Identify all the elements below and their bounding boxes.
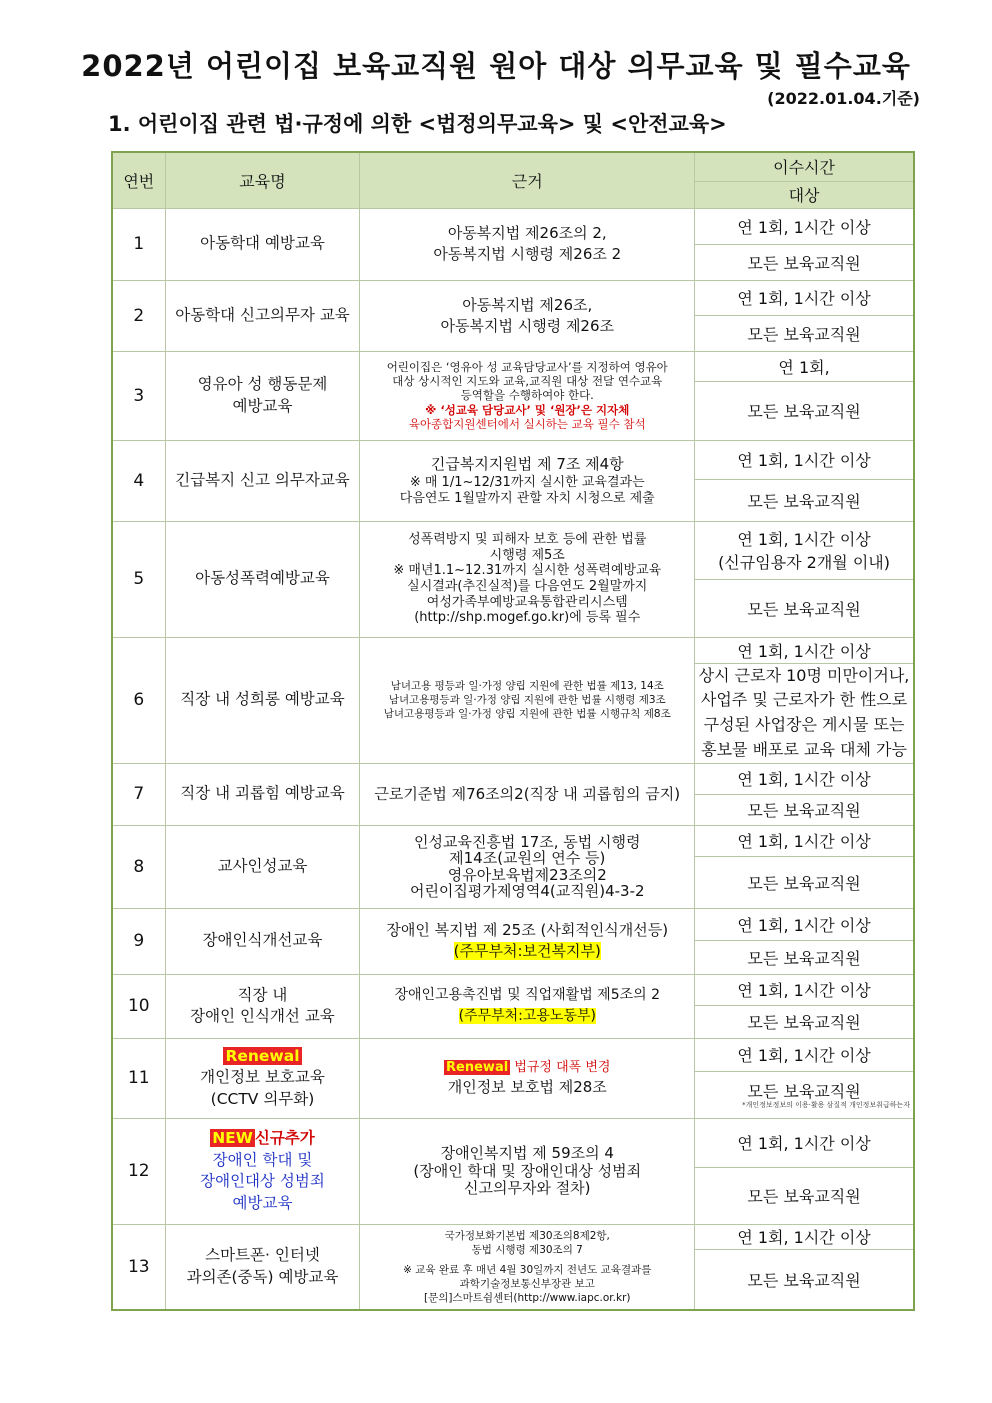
target-audience: 모든 보육교직원	[695, 794, 914, 825]
legal-basis: 근로기준법 제76조의2(직장 내 괴롭힘의 금지)	[360, 763, 695, 825]
target-audience: 모든 보육교직원	[695, 244, 914, 280]
education-name: 아동학대 예방교육	[165, 208, 360, 280]
legal-basis: Renewal 법규정 대폭 변경 개인정보 보호법 제28조	[360, 1038, 695, 1118]
table-row	[112, 637, 914, 663]
required-hours: 연 1회, 1시간 이상	[695, 1224, 914, 1249]
education-name: Renewal 개인정보 보호교육 (CCTV 의무화)	[165, 1038, 360, 1118]
renewal-badge: Renewal	[446, 1059, 509, 1075]
required-hours: 연 1회, 1시간 이상	[695, 908, 914, 940]
required-hours: 연 1회, 1시간 이상 (신규임용자 2개월 이내)	[695, 521, 914, 579]
table-row	[112, 208, 914, 244]
target-audience: 모든 보육교직원 *개인정보정보의 이용·활용 삼질적 개인정보취급하는자	[695, 1071, 914, 1118]
table-row	[112, 763, 914, 794]
legal-basis: 장애인복지법 제 59조의 4 (장애인 학대 및 장애인대상 성범죄 신고의무자와 절차)	[360, 1118, 695, 1224]
target-audience: 모든 보육교직원	[695, 1167, 914, 1224]
row-number: 1	[112, 208, 165, 280]
table-row	[112, 974, 914, 1005]
legal-basis: 긴급복지지원법 제 7조 제4항 ※ 매 1/1~12/31까지 실시한 교육결과는 다음연도 1월말까지 관할 자치 시청으로 제출	[360, 440, 695, 521]
required-hours: 연 1회, 1시간 이상	[695, 1038, 914, 1071]
target-audience: 모든 보육교직원	[695, 381, 914, 440]
target-audience: 모든 보육교직원	[695, 315, 914, 351]
table-row	[112, 280, 914, 315]
required-hours: 연 1회, 1시간 이상	[695, 974, 914, 1005]
legal-basis: 국가정보화기본법 제30조의8제2항, 동법 시행령 제30조의 7 ※ 교육 완료 후 매년 4월 30일까지 전년도 교육결과를 과학기술정보통신부장관 보고 [문의]스마트쉼센터(http://www.iapc.or.kr)	[360, 1224, 695, 1310]
header-name: 교육명	[165, 152, 360, 208]
required-hours: 연 1회, 1시간 이상	[695, 763, 914, 794]
row-number: 6	[112, 637, 165, 763]
row-number: 10	[112, 974, 165, 1038]
footnote: *개인정보정보의 이용·활용 삼질적 개인정보취급하는자	[742, 1101, 910, 1110]
legal-basis: 인성교육진흥법 17조, 동법 시행령 제14조(교원의 연수 등) 영유아보육법제23조의2 어린이집평가제영역4(교직원)4-3-2	[360, 825, 695, 908]
target-audience: 상시 근로자 10명 미만이거나, 사업주 및 근로자가 한 性으로 구성된 사업장은 게시물 또는 홍보물 배포로 교육 대체 가능	[695, 663, 914, 763]
table-row	[112, 1224, 914, 1249]
header-target: 대상	[695, 181, 914, 208]
header-no: 연번	[112, 152, 165, 208]
required-hours: 연 1회, 1시간 이상	[695, 1118, 914, 1167]
target-audience: 모든 보육교직원	[695, 940, 914, 974]
required-hours: 연 1회, 1시간 이상	[695, 440, 914, 479]
renewal-badge: Renewal	[225, 1046, 300, 1065]
header-hours: 이수시간	[695, 152, 914, 181]
table-row	[112, 908, 914, 940]
row-number: 4	[112, 440, 165, 521]
table-row	[112, 521, 914, 579]
education-name: 장애인식개선교육	[165, 908, 360, 974]
education-name: NEW 신규추가 장애인 학대 및 장애인대상 성범죄 예방교육	[165, 1118, 360, 1224]
table-row	[112, 351, 914, 381]
row-number: 12	[112, 1118, 165, 1224]
required-hours: 연 1회, 1시간 이상	[695, 825, 914, 856]
row-number: 13	[112, 1224, 165, 1310]
target-audience: 모든 보육교직원	[695, 579, 914, 637]
education-name: 영유아 성 행동문제 예방교육	[165, 351, 360, 440]
target-audience: 모든 보육교직원	[695, 1249, 914, 1310]
legal-basis: 성폭력방지 및 피해자 보호 등에 관한 법률 시행령 제5조 ※ 매년1.1~12.31까지 실시한 성폭력예방교육 실시결과(추진실적)를 다음연도 2월말까지 여성가족부예방교육통합관리시스템 (http://shp.mogef.go.kr)에 등록 필수	[360, 521, 695, 637]
legal-basis: 남녀고용 평등과 일·가정 양립 지원에 관한 법률 제13, 14조 남녀고용평등과 일·가정 양립 지원에 관한 법률 시행령 제3조 남녀고용평등과 일·가정 양립 지원에 관한 법률 시행규칙 제8조	[360, 637, 695, 763]
legal-basis: 어린이집은 ‘영유아 성 교육담당교사’를 지정하여 영유아 대상 상시적인 지도와 교육,교직원 대상 전달 연수교육 등역할을 수행하여야 한다. ※ ‘성교육 담당교사’ 및 ‘원장’은 지자체 육아종합지원센터에서 실시하는 교육 필수 참석	[360, 351, 695, 440]
row-number: 3	[112, 351, 165, 440]
new-badge: NEW	[212, 1128, 253, 1147]
legal-basis: 아동복지법 제26조의 2, 아동복지법 시행령 제26조 2	[360, 208, 695, 280]
table-row	[112, 1118, 914, 1167]
table-row	[112, 1038, 914, 1071]
target-audience: 모든 보육교직원	[695, 856, 914, 908]
row-number: 5	[112, 521, 165, 637]
reference-date: (2022.01.04.기준)	[767, 89, 920, 108]
education-name: 스마트폰· 인터넷 과의존(중독) 예방교육	[165, 1224, 360, 1310]
legal-basis: 장애인 복지법 제 25조 (사회적인식개선등) (주무부처:보건복지부)	[360, 908, 695, 974]
education-name: 아동학대 신고의무자 교육	[165, 280, 360, 351]
section-title: 1. 어린이집 관련 법·규정에 의한 <법정의무교육> 및 <안전교육>	[108, 112, 727, 136]
education-name: 직장 내 성희롱 예방교육	[165, 637, 360, 763]
education-name: 교사인성교육	[165, 825, 360, 908]
education-name: 직장 내 장애인 인식개선 교육	[165, 974, 360, 1038]
table-row	[112, 440, 914, 479]
required-hours: 연 1회,	[695, 351, 914, 381]
education-name: 긴급복지 신고 의무자교육	[165, 440, 360, 521]
row-number: 2	[112, 280, 165, 351]
legal-basis: 장애인고용촉진법 및 직업재활법 제5조의 2 (주무부처:고용노동부)	[360, 974, 695, 1038]
education-name: 아동성폭력예방교육	[165, 521, 360, 637]
table-row	[112, 825, 914, 856]
legal-basis: 아동복지법 제26조, 아동복지법 시행령 제26조	[360, 280, 695, 351]
required-hours: 연 1회, 1시간 이상	[695, 280, 914, 315]
header-basis: 근거	[360, 152, 695, 208]
row-number: 8	[112, 825, 165, 908]
required-hours: 연 1회, 1시간 이상	[695, 208, 914, 244]
education-name: 직장 내 괴롭힘 예방교육	[165, 763, 360, 825]
target-audience: 모든 보육교직원	[695, 1005, 914, 1038]
row-number: 7	[112, 763, 165, 825]
page-title: 2022년 어린이집 보육교직원 원아 대상 의무교육 및 필수교육	[81, 49, 911, 83]
education-table	[111, 151, 915, 1311]
required-hours: 연 1회, 1시간 이상	[695, 637, 914, 663]
row-number: 11	[112, 1038, 165, 1118]
target-audience: 모든 보육교직원	[695, 479, 914, 521]
row-number: 9	[112, 908, 165, 974]
